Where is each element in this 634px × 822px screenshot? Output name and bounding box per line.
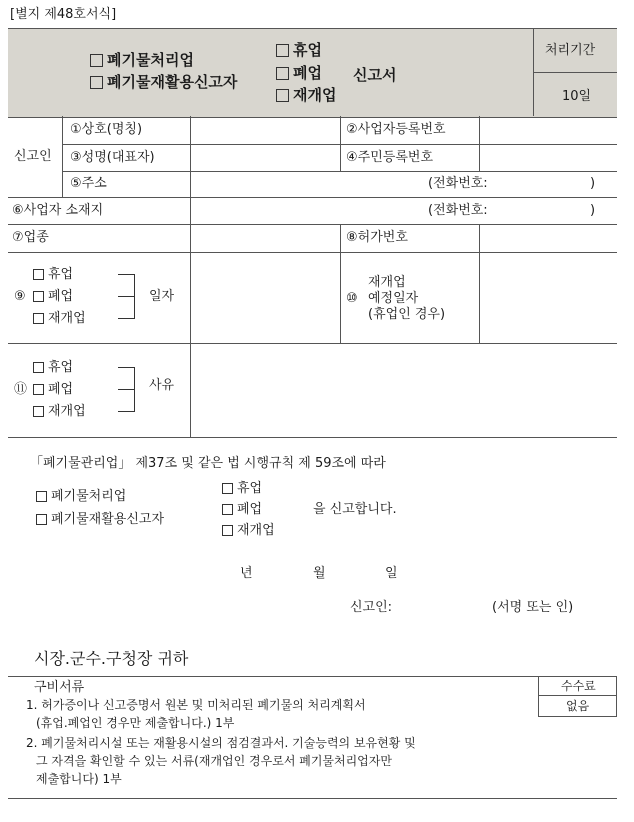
permit-label: ⑧허가번호 bbox=[346, 230, 408, 245]
checkbox[interactable] bbox=[222, 504, 233, 515]
date-day: 일 bbox=[385, 566, 398, 581]
checkbox[interactable] bbox=[33, 291, 44, 302]
header-action-3[interactable]: 재개업 bbox=[276, 88, 336, 103]
business-name-label: ①상호(명칭) bbox=[70, 122, 143, 137]
date-number: ⑨ bbox=[14, 289, 26, 304]
date-option-3[interactable]: 재개업 bbox=[33, 312, 86, 325]
reopen-line-3: (휴업인 경우) bbox=[368, 307, 446, 322]
attachment-line-3: 2. 폐기물처리시설 또는 재활용시설의 점검결과서. 기술능력의 보유현황 및 bbox=[26, 736, 416, 750]
date-year: 년 bbox=[240, 566, 253, 581]
checkbox[interactable] bbox=[33, 384, 44, 395]
checkbox[interactable] bbox=[33, 406, 44, 417]
header-action-1[interactable]: 휴업 bbox=[276, 43, 322, 58]
checkbox[interactable] bbox=[33, 269, 44, 280]
checkbox[interactable] bbox=[276, 89, 289, 102]
checkbox[interactable] bbox=[36, 491, 47, 502]
doc-title: 신고서 bbox=[353, 66, 397, 84]
date-month: 월 bbox=[313, 566, 326, 581]
phone-close: ) bbox=[590, 176, 596, 191]
attachment-line-1: 1. 허가증이나 신고증명서 원본 및 미처리된 폐기물의 처리계획서 bbox=[26, 698, 366, 712]
sign-note: (서명 또는 인) bbox=[492, 600, 574, 615]
addressee: 시장.군수.구청장 귀하 bbox=[34, 649, 189, 668]
header-type-1[interactable]: 폐기물처리업 bbox=[90, 53, 194, 68]
applicant-label: 신고인 bbox=[14, 149, 52, 164]
checkbox[interactable] bbox=[222, 483, 233, 494]
attachment-line-4: 그 자격을 확인할 수 있는 서류(재개업인 경우로서 폐기물처리업자만 bbox=[36, 754, 392, 768]
checkbox[interactable] bbox=[276, 44, 289, 57]
reason-option-3[interactable]: 재개업 bbox=[33, 405, 86, 418]
header-type-2[interactable]: 폐기물재활용신고자 bbox=[90, 75, 237, 90]
decl-action-1[interactable]: 휴업 bbox=[222, 482, 262, 495]
date-option-1[interactable]: 휴업 bbox=[33, 268, 73, 281]
header-action-2[interactable]: 폐업 bbox=[276, 66, 322, 81]
decl-type-2[interactable]: 폐기물재활용신고자 bbox=[36, 513, 164, 526]
attachment-line-5: 제출합니다) 1부 bbox=[36, 772, 122, 786]
reason-label: 사유 bbox=[149, 378, 175, 393]
decl-statement: 을 신고합니다. bbox=[313, 502, 397, 517]
decl-action-3[interactable]: 재개업 bbox=[222, 524, 275, 537]
checkbox[interactable] bbox=[33, 362, 44, 373]
checkbox[interactable] bbox=[90, 76, 103, 89]
form-label: [별지 제48호서식] bbox=[10, 7, 117, 22]
representative-label: ③성명(대표자) bbox=[70, 150, 155, 165]
fee-label: 수수료 bbox=[561, 679, 596, 693]
location-phone-close: ) bbox=[590, 203, 596, 218]
signer-label: 신고인: bbox=[350, 600, 393, 615]
attachment-line-2: (휴업.폐업인 경우만 제출합니다.) 1부 bbox=[36, 716, 235, 730]
phone-label: (전화번호: bbox=[428, 176, 488, 191]
checkbox[interactable] bbox=[33, 313, 44, 324]
checkbox[interactable] bbox=[90, 54, 103, 67]
resident-no-label: ④주민등록번호 bbox=[346, 150, 434, 165]
fee-value: 없음 bbox=[566, 699, 590, 713]
attachments-title: 구비서류 bbox=[34, 680, 85, 695]
processing-label: 처리기간 bbox=[545, 43, 596, 58]
checkbox[interactable] bbox=[276, 67, 289, 80]
location-label: ⑥사업자 소재지 bbox=[12, 203, 104, 218]
processing-value: 10일 bbox=[562, 89, 592, 104]
checkbox[interactable] bbox=[222, 525, 233, 536]
industry-label: ⑦업종 bbox=[12, 230, 49, 245]
address-label: ⑤주소 bbox=[70, 176, 107, 191]
reopen-number: ⑩ bbox=[346, 291, 358, 306]
date-option-2[interactable]: 폐업 bbox=[33, 290, 73, 303]
decl-action-2[interactable]: 폐업 bbox=[222, 503, 262, 516]
reopen-line-1: 재개업 bbox=[368, 275, 406, 290]
decl-type-1[interactable]: 폐기물처리업 bbox=[36, 490, 126, 503]
checkbox[interactable] bbox=[36, 514, 47, 525]
business-reg-label: ②사업자등록번호 bbox=[346, 122, 446, 137]
reason-number: ⑪ bbox=[14, 382, 28, 397]
law-text: 「폐기물관리업」 제37조 및 같은 법 시행규칙 제 59조에 따라 bbox=[30, 456, 386, 471]
reopen-line-2: 예정일자 bbox=[368, 291, 419, 306]
reason-option-1[interactable]: 휴업 bbox=[33, 361, 73, 374]
location-phone-label: (전화번호: bbox=[428, 203, 488, 218]
reason-option-2[interactable]: 폐업 bbox=[33, 383, 73, 396]
date-label: 일자 bbox=[149, 289, 175, 304]
